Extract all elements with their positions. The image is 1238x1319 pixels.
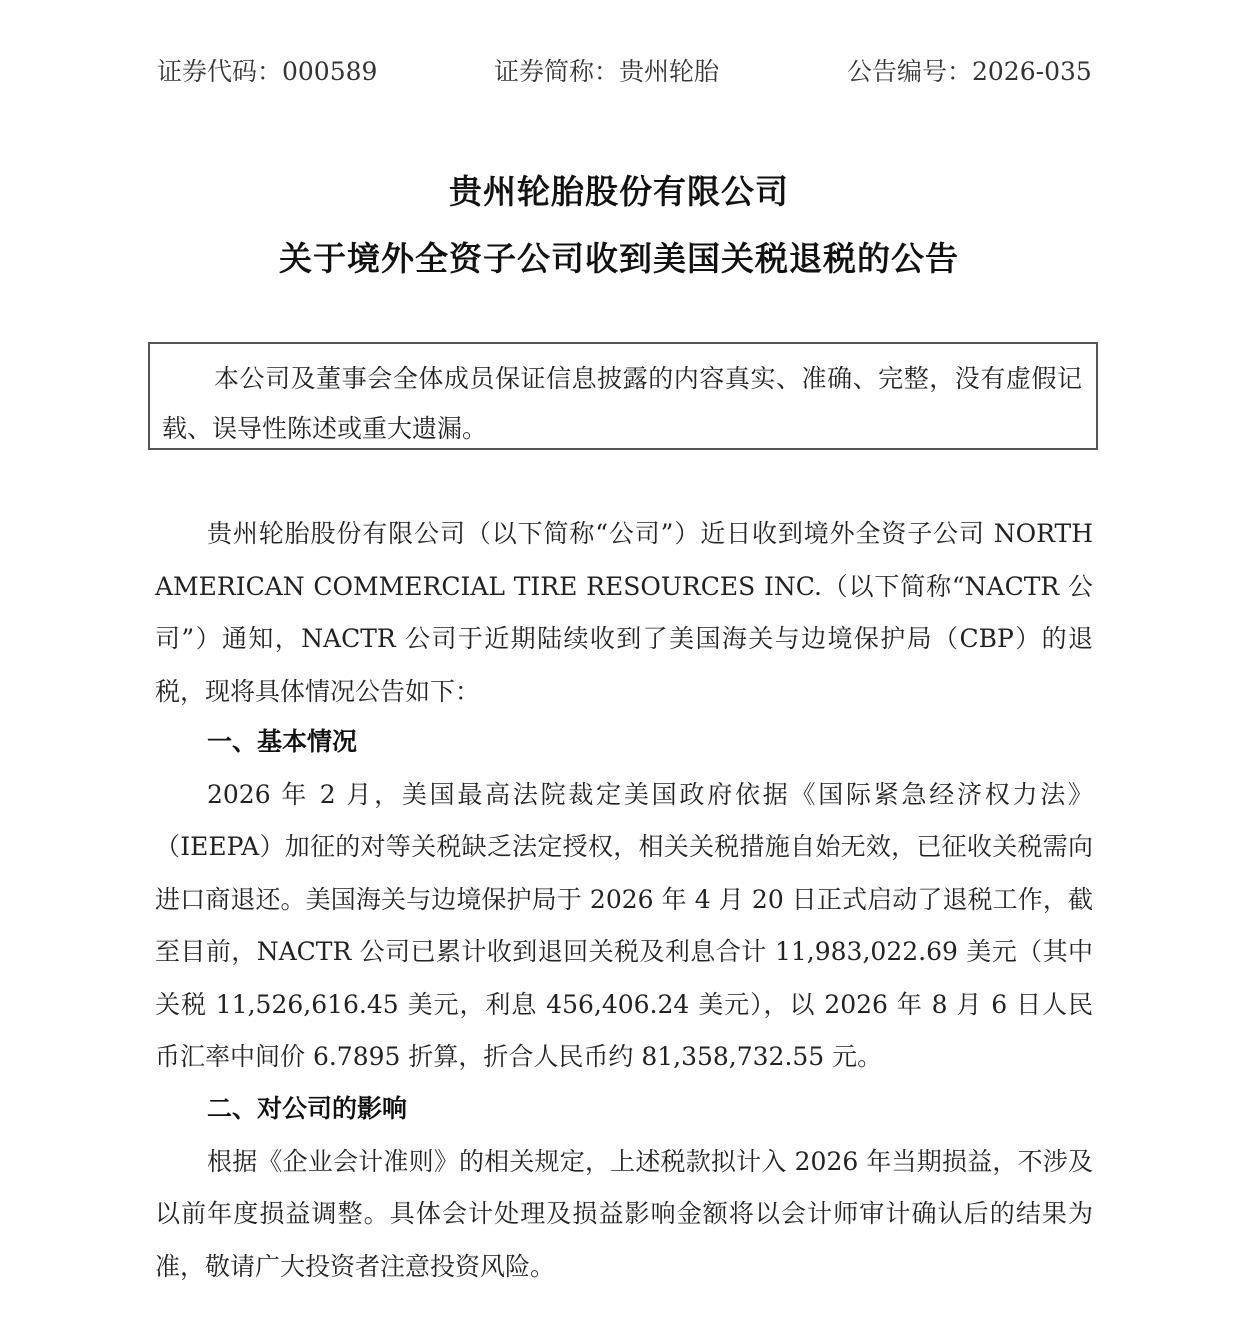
intro-section	[155, 508, 1093, 718]
impact-paragraph: 根据《企业会计准则》的相关规定，上述税款拟计入 2026 年当期损益，不涉及以前年度损益调整。具体会计处理及损益影响金额将以会计师审计确认后的结果为准，敬请广大投资者注意投资风险。	[155, 1146, 1093, 1281]
announcement-meta-row	[0, 52, 1238, 92]
disclosure-notice-box	[148, 342, 1098, 450]
disclosure-notice-text: 本公司及董事会全体成员保证信息披露的内容真实、准确、完整，没有虚假记载、误导性陈述或重大遗漏。	[162, 364, 1082, 443]
stock-code: 证券代码：000589	[157, 57, 378, 86]
basic-situation-paragraph: 2026 年 2 月，美国最高法院裁定美国政府依据《国际紧急经济权力法》（IEEPA）加征的对等关税缺乏法定授权，相关关税措施自始无效，已征收关税需向进口商退还。美国海关与边境保护局于 2026 年 4 月 20 日正式启动了退税工作，截至目前，NACTR 公司已累计收到退回关税及利息合计 11,983,022.69 美元（其中关税 11,526,616.45 美元，利息 456,406.24 美元），以 2026 年 8 月 6 日人民币汇率中间价 6.7895 折算，折合人民币约 81,358,732.55 元。	[155, 779, 1093, 1071]
stock-short-name: 证券简称：贵州轮胎	[494, 57, 720, 86]
announcement-number: 公告编号：2026-035	[847, 57, 1092, 86]
section-heading-impact: 二、对公司的影响	[207, 1094, 408, 1123]
impact-section	[155, 1083, 1093, 1293]
intro-paragraph: 贵州轮胎股份有限公司（以下简称“公司”）近日收到境外全资子公司 NORTH AMERICAN COMMERCIAL TIRE RESOURCES INC.（以下简称“NACTR 公司”）通知，NACTR 公司于近期陆续收到了美国海关与边境保护局（CBP）的退税，现将具体情况公告如下：	[155, 519, 1093, 706]
basic-situation-section	[155, 716, 1093, 1084]
announcement-title: 关于境外全资子公司收到美国关税退税的公告	[279, 239, 959, 278]
company-title: 贵州轮胎股份有限公司	[449, 172, 789, 211]
section-heading-basic-situation: 一、基本情况	[207, 727, 358, 756]
